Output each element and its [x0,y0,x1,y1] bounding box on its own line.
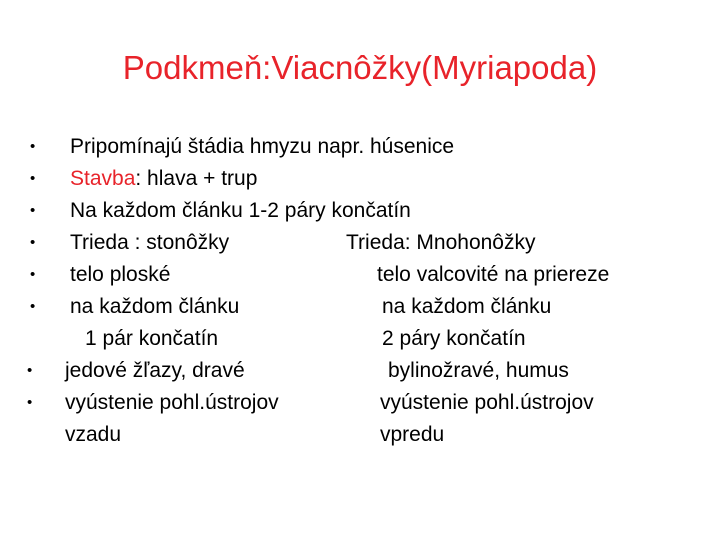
list-item-continuation [0,323,720,355]
right-column-text: na každom článku [382,295,552,318]
left-column-text: vzadu [65,423,122,446]
left-column-text: na každom článku [70,295,240,318]
list-item-continuation [0,419,720,451]
list-item-text [70,163,257,195]
list-item [0,259,720,291]
list-item-rest: : hlava + trup [135,167,258,190]
list-item [0,195,720,227]
left-column-text: 1 pár končatín [85,327,219,350]
right-column-text: bylinožravé, humus [388,359,569,382]
bullet-icon: • [30,266,36,283]
bullet-icon: • [30,138,36,155]
bullet-icon: • [30,298,36,315]
slide-title: Podkmeň:Viacnôžky(Myriapoda) [122,49,598,86]
bullet-icon: • [30,234,36,251]
list-item [0,355,720,387]
bullet-icon: • [30,202,36,219]
left-column-text: vyústenie pohl.ústrojov [65,391,279,414]
highlight-text: Stavba [70,167,136,190]
list-item [0,131,720,163]
list-item-text: Na každom článku 1-2 páry končatín [70,199,411,222]
right-column-text: vyústenie pohl.ústrojov [380,391,594,414]
bullet-icon: • [27,362,33,379]
right-column-text: Trieda: Mnohonôžky [346,231,536,254]
list-item-text: Pripomínajú štádia hmyzu napr. húsenice [70,135,455,158]
list-item [0,387,720,419]
right-column-text: telo valcovité na priereze [377,263,610,286]
list-item [0,227,720,259]
list-item [0,163,720,195]
right-column-text: 2 páry končatín [382,327,526,350]
left-column-text: Trieda : stonôžky [70,231,230,254]
left-column-text: telo ploské [70,263,171,286]
list-item [0,291,720,323]
left-column-text: jedové žľazy, dravé [65,359,245,382]
bullet-icon: • [27,394,33,411]
bullet-icon: • [30,170,36,187]
right-column-text: vpredu [380,423,445,446]
